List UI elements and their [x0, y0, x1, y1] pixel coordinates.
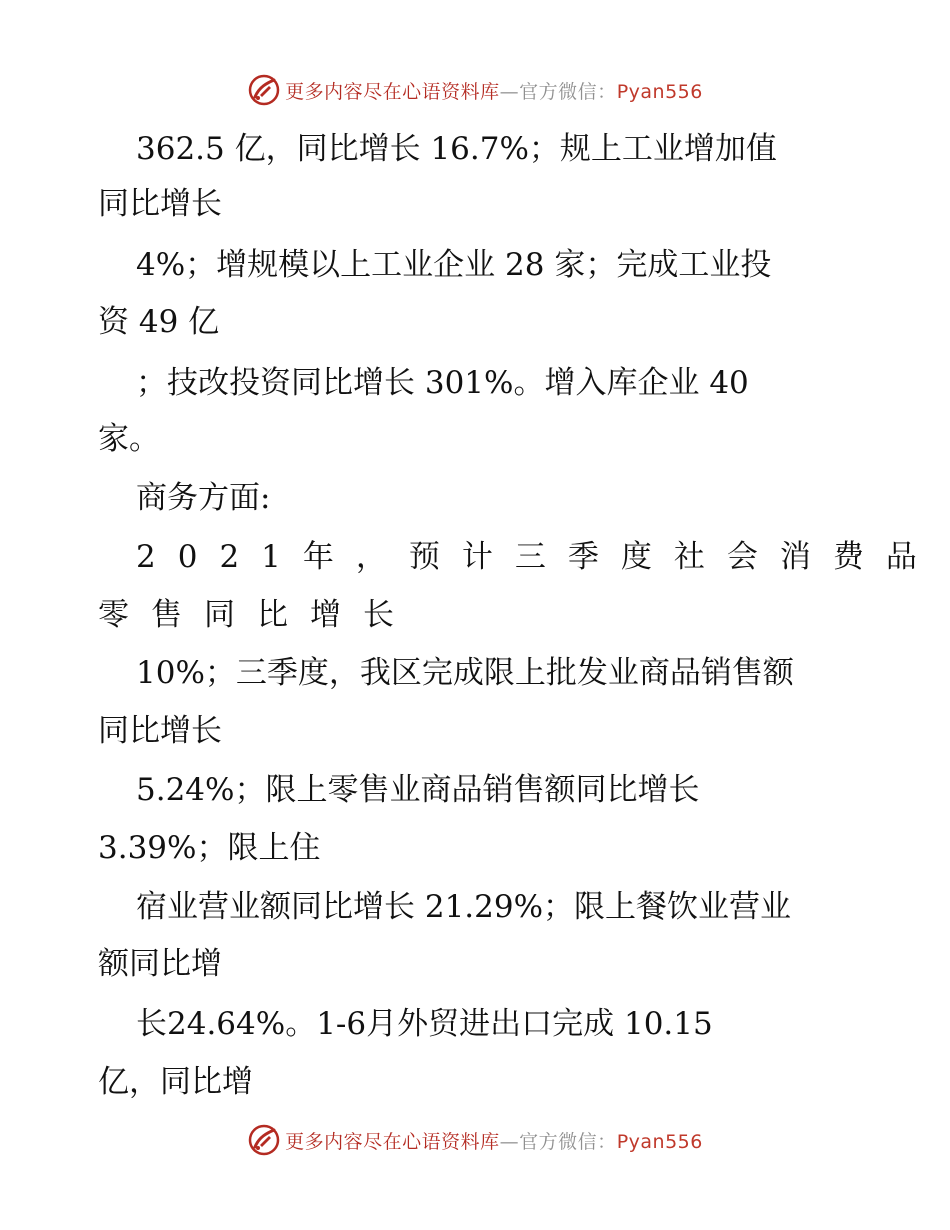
header-watermark	[0, 70, 950, 110]
body-line-4: 资 49 亿	[98, 304, 220, 340]
body-line-16: 长24.64%。1-6月外贸进出口完成 10.15	[136, 1006, 713, 1042]
body-line-17: 亿，同比增	[98, 1064, 253, 1100]
watermark-brand: 更多内容尽在心语资料库	[285, 1130, 500, 1153]
body-line-1: 362.5 亿，同比增长 16.7%；规上工业增加值	[136, 131, 777, 167]
red-seal-pen-logo-icon	[247, 1123, 281, 1157]
body-line-9: 零售同比增长	[98, 597, 416, 633]
body-line-15: 额同比增	[98, 946, 222, 982]
watermark-dash: —	[499, 80, 520, 103]
watermark-wechat-id: Pyan556	[616, 80, 703, 103]
body-line-8: 2021年，预计三季度社会消费品	[136, 539, 939, 575]
body-line-11: 同比增长	[98, 713, 222, 749]
body-line-3: 4%；增规模以上工业企业 28 家；完成工业投	[136, 247, 772, 283]
section-heading-commerce: 商务方面:	[136, 480, 271, 516]
body-line-14: 宿业营业额同比增长 21.29%；限上餐饮业营业	[136, 889, 792, 925]
body-line-6: 家。	[98, 421, 160, 457]
watermark-text	[285, 77, 703, 104]
body-line-10: 10%；三季度，我区完成限上批发业商品销售额	[136, 655, 794, 691]
body-line-2: 同比增长	[98, 186, 222, 222]
red-seal-pen-logo-icon	[247, 73, 281, 107]
watermark-dash: —	[499, 1130, 520, 1153]
watermark-official-label: 官方微信：	[519, 80, 617, 103]
body-line-12: 5.24%；限上零售业商品销售额同比增长	[136, 772, 700, 808]
watermark-brand: 更多内容尽在心语资料库	[285, 80, 500, 103]
footer-watermark	[0, 1120, 950, 1160]
body-line-13: 3.39%；限上住	[98, 830, 321, 866]
watermark-wechat-id: Pyan556	[616, 1130, 703, 1153]
watermark-official-label: 官方微信：	[519, 1130, 617, 1153]
body-line-5: ；技改投资同比增长 301%。增入库企业 40	[136, 365, 749, 401]
watermark-text	[285, 1127, 703, 1154]
